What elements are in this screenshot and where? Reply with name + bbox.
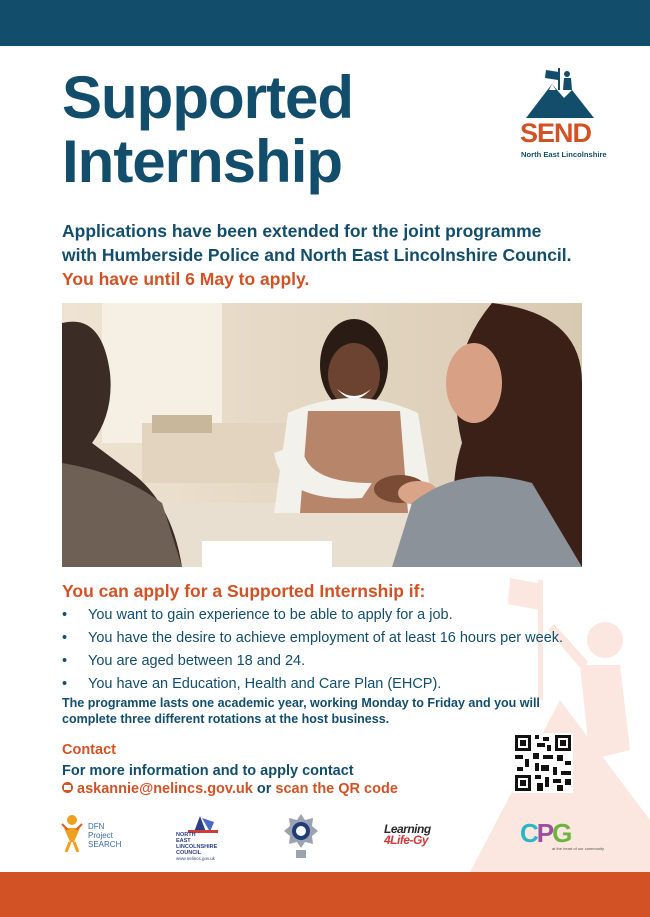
nelc-council-logo	[176, 812, 226, 862]
top-banner	[0, 0, 650, 46]
learning-4-life-gy-logo	[384, 812, 450, 862]
bullet-icon: •	[62, 630, 68, 646]
criteria-text: You have an Education, Health and Care Plan (EHCP).	[88, 676, 442, 692]
title-line-2: Internship	[62, 128, 343, 195]
page-title	[62, 66, 353, 194]
cpg-p: P	[536, 818, 553, 848]
dfn-figure-icon	[60, 812, 84, 852]
nelc-line-4: COUNCIL	[176, 850, 202, 856]
list-item	[62, 627, 622, 650]
learning-line-1: Learning	[384, 822, 431, 836]
dfn-line-2: Project	[88, 831, 113, 840]
nelc-line-1: NORTH	[176, 832, 196, 838]
criteria-text: You want to gain experience to be able to apply for a job.	[88, 607, 453, 623]
criteria-text: You have the desire to achieve employment of at least 16 hours per week.	[88, 630, 564, 646]
eligibility-heading: You can apply for a Supported Internship if:	[62, 581, 426, 601]
details-line-1: The programme lasts one academic year, working Monday to Friday and you will	[62, 696, 540, 710]
qr-code-icon[interactable]	[513, 733, 573, 793]
nelc-line-3: LINCOLNSHIRE	[176, 844, 218, 850]
contact-info-text: For more information and to apply contact	[62, 763, 354, 779]
cpg-g: G	[552, 818, 571, 848]
list-item	[62, 673, 622, 696]
nelc-line-2: EAST	[176, 838, 191, 844]
send-logo-text: SEND	[520, 118, 592, 148]
nelc-crest-icon	[180, 812, 226, 834]
list-item	[62, 650, 622, 673]
nelc-line-5: www.nelincs.gov.uk	[176, 856, 215, 861]
bullet-icon: •	[62, 676, 68, 692]
cpg-c: C	[520, 818, 537, 848]
send-logo-subtitle: North East Lincolnshire	[521, 150, 607, 159]
contact-heading: Contact	[62, 742, 116, 758]
bottom-banner	[0, 872, 650, 917]
title-line-1: Supported	[62, 64, 353, 131]
intro-line-1: Applications have been extended for the joint programme	[62, 221, 542, 241]
or-text: or	[256, 781, 272, 797]
email-link[interactable]: askannie@nelincs.gov.uk	[77, 781, 253, 797]
cpg-logo	[518, 812, 608, 862]
deadline-text: You have until 6 May to apply.	[62, 269, 310, 289]
police-badge-icon	[282, 812, 320, 862]
email-icon	[62, 782, 73, 793]
bullet-icon: •	[62, 607, 68, 623]
details-line-2: complete three different rotations at the host business.	[62, 711, 390, 726]
scan-qr-text: scan the QR code	[275, 781, 398, 797]
bullet-icon: •	[62, 653, 68, 669]
learning-line-2: 4Life-Gy	[384, 833, 429, 847]
intro-text	[62, 219, 622, 291]
dfn-project-search-logo	[60, 812, 130, 862]
cpg-tagline: at the heart of our community	[552, 846, 605, 851]
intro-line-2: with Humberside Police and North East Lincolnshire Council.	[62, 245, 572, 265]
dfn-line-3: SEARCH	[88, 840, 122, 849]
contact-email-row	[62, 781, 398, 797]
list-item	[62, 604, 622, 627]
handshake-photo	[62, 303, 582, 567]
eligibility-list	[62, 604, 622, 696]
programme-details	[62, 696, 602, 727]
criteria-text: You are aged between 18 and 24.	[88, 653, 306, 669]
dfn-line-1: DFN	[88, 822, 105, 831]
